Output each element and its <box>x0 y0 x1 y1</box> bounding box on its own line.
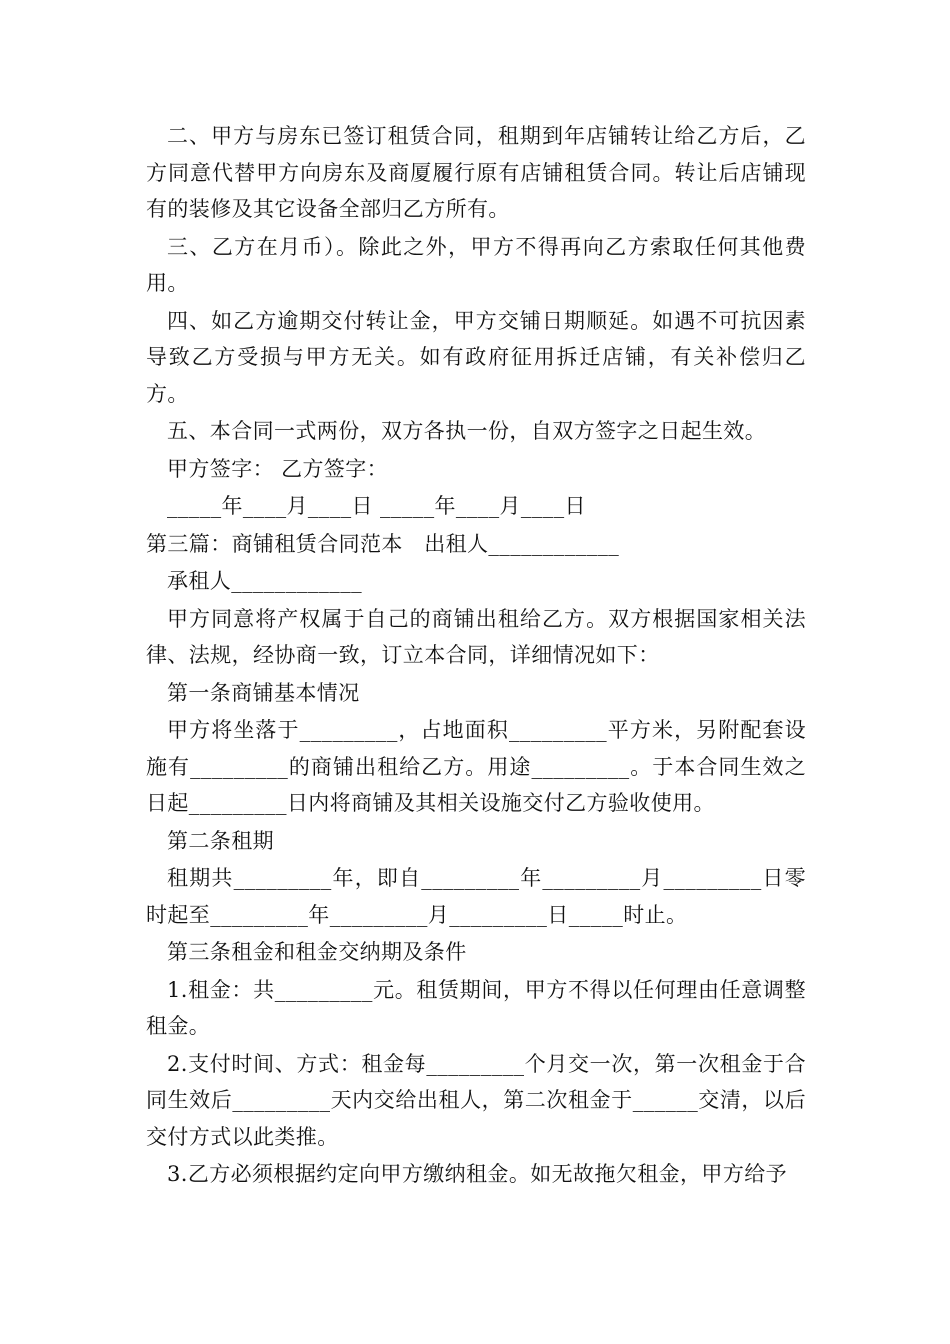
paragraph-transfer-clause-5: 五、本合同一式两份，双方各执一份，自双方签字之日起生效。 <box>167 419 767 443</box>
paragraph-transfer-clause-3: 三、乙方在月币）。除此之外，甲方不得再向乙方索取任何其他费用。 <box>146 234 806 295</box>
article-3-item-1: 1.租金：共_________元。租赁期间，甲方不得以任何理由任意调整租金。 <box>146 977 806 1038</box>
article-3-heading: 第三条租金和租金交纳期及条件 <box>167 940 467 964</box>
article-1-body: 甲方将坐落于_________，占地面积_________平方米，另附配套设施有_________的商铺出租给乙方。用途_________。于本合同生效之日起_________日内将商铺及其相关设施交付乙方验收使用。 <box>146 718 806 815</box>
document-body <box>146 118 806 1193</box>
section-title-lease-template: 第三篇：商铺租赁合同范本 出租人____________ <box>146 531 620 556</box>
article-2-body: 租期共_________年，即自_________年_________月_________日零时起至_________年_________月_________日_____时止。 <box>146 866 806 927</box>
article-3-item-3: 3.乙方必须根据约定向甲方缴纳租金。如无故拖欠租金，甲方给予 <box>167 1162 788 1186</box>
tenant-line: 承租人____________ <box>167 569 362 593</box>
paragraph-transfer-clause-2: 二、甲方与房东已签订租赁合同，租期到年店铺转让给乙方后，乙方同意代替甲方向房东及商厦履行原有店铺租赁合同。转让后店铺现有的装修及其它设备全部归乙方所有。 <box>146 124 806 221</box>
paragraph-transfer-clause-4: 四、如乙方逾期交付转让金，甲方交铺日期顺延。如遇不可抗因素导致乙方受损与甲方无关。如有政府征用拆迁店铺，有关补偿归乙方。 <box>146 308 806 406</box>
article-2-heading: 第二条租期 <box>167 828 274 853</box>
date-line: _____年____月____日 _____年____月____日 <box>167 494 586 518</box>
signature-line: 甲方签字： 乙方签字： <box>167 456 389 481</box>
article-3-item-2: 2.支付时间、方式：租金每_________个月交一次，第一次租金于合同生效后_________天内交给出租人，第二次租金于______交清，以后交付方式以此类推。 <box>146 1051 806 1149</box>
article-1-heading: 第一条商铺基本情况 <box>167 680 360 705</box>
paragraph-preamble: 甲方同意将产权属于自己的商铺出租给乙方。双方根据国家相关法律、法规，经协商一致，订立本合同，详细情况如下： <box>146 606 806 667</box>
